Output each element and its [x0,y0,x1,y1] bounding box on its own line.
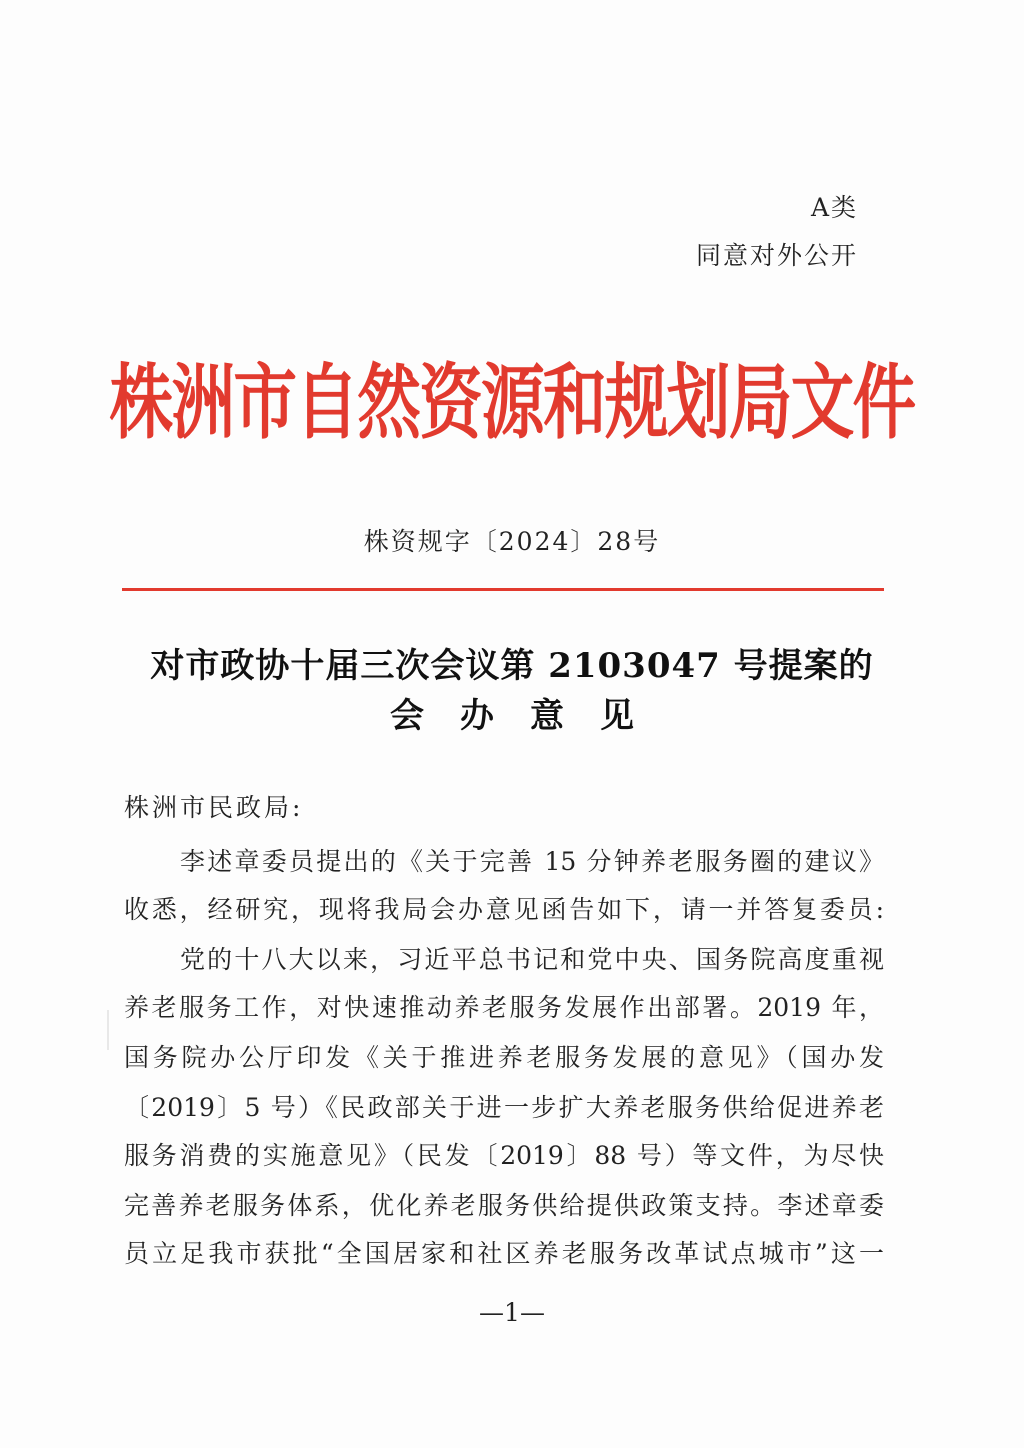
document-title-line-1: 对市政协十届三次会议第 2103047 号提案的 [150,646,874,686]
document-number: 株资规字〔2024〕28号 [363,527,661,556]
body-line: 完善养老服务体系，优化养老服务供给提供政策支持。李述章委 [124,1191,884,1220]
page-number: —1— [479,1298,545,1327]
body-line: 国务院办公厅印发《关于推进养老服务发展的意见》（国办发 [124,1043,884,1072]
document-title-line-2: 会办意见 [390,696,670,736]
body-line: 收悉，经研究，现将我局会办意见函告如下，请一并答复委员: [124,895,884,924]
scan-margin-mark [107,1010,109,1050]
issuer-heading: 株洲市自然资源和规划局文件 [109,355,915,451]
body-line: 服务消费的实施意见》（民发〔2019〕88 号）等文件，为尽快 [124,1141,884,1170]
disclosure-label: 同意对外公开 [695,241,858,270]
body-line: 养老服务工作，对快速推动养老服务发展作出部署。2019 年， [124,993,884,1022]
classification-label: A类 [810,193,858,222]
body-line: 员立足我市获批“全国居家和社区养老服务改革试点城市”这一 [124,1239,884,1268]
addressee: 株洲市民政局: [124,793,304,822]
body-line: 〔2019〕5 号）《民政部关于进一步扩大养老服务供给促进养老 [124,1093,884,1122]
red-divider-line [122,588,884,591]
body-line: 党的十八大以来，习近平总书记和党中央、国务院高度重视 [180,945,884,974]
body-line: 李述章委员提出的《关于完善 15 分钟养老服务圈的建议》 [180,847,884,876]
